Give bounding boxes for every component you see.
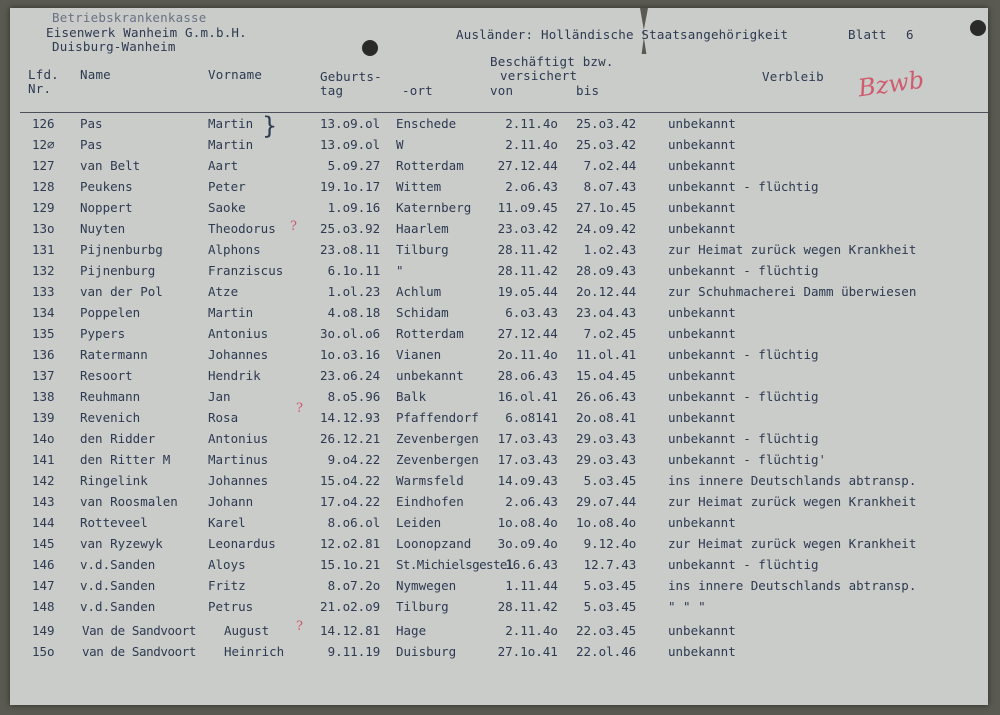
cell-from: 28.11.42 <box>497 263 558 278</box>
cell-birth: 4.o8.18 <box>327 305 381 320</box>
cell-remain: unbekannt <box>668 305 736 320</box>
cell-birth: 9.o4.22 <box>327 452 381 467</box>
cell-birth: 8.o5.96 <box>327 389 381 404</box>
cell-remain: unbekannt - flüchtig <box>668 263 819 278</box>
cell-birth: 12.o2.81 <box>320 536 381 551</box>
cell-to: 22.o3.45 <box>576 623 637 638</box>
table-row <box>10 242 988 263</box>
cell-to: 23.o4.43 <box>576 305 637 320</box>
cell-nr: 134 <box>32 305 55 320</box>
cell-from: 17.o3.43 <box>497 431 558 446</box>
table-row <box>10 326 988 347</box>
cell-nr: 128 <box>32 179 55 194</box>
cell-place: Zevenbergen <box>396 452 479 467</box>
cell-nr: 14o <box>32 431 55 446</box>
table-row <box>10 137 988 158</box>
cell-name: Revenich <box>80 410 141 425</box>
handwritten-signature: Bzwb <box>856 65 926 103</box>
cell-first: Jan <box>208 389 231 404</box>
cell-remain: unbekannt <box>668 326 736 341</box>
cell-place: Eindhofen <box>396 494 464 509</box>
cell-from: 28.o6.43 <box>497 368 558 383</box>
cell-nr: 143 <box>32 494 55 509</box>
col-from-header: von <box>490 83 514 98</box>
cell-to: 9.12.4o <box>583 536 637 551</box>
cell-nr: 13o <box>32 221 55 236</box>
cell-first: Petrus <box>208 599 254 614</box>
cell-from: 2.11.4o <box>505 623 558 638</box>
cell-to: 8.o7.43 <box>583 179 637 194</box>
cell-from: 11.o9.45 <box>497 200 558 215</box>
cell-birth: 25.o3.92 <box>320 221 381 236</box>
cell-remain: unbekannt - flüchtig <box>668 431 819 446</box>
col-employed-header: Beschäftigt bzw. <box>490 54 614 69</box>
cell-nr: 138 <box>32 389 55 404</box>
cell-place: Enschede <box>396 116 457 131</box>
cell-nr: 15o <box>32 644 55 659</box>
category-title: Ausländer: Holländische Staatsangehörigkeit <box>456 27 789 42</box>
cell-place: Hage <box>396 623 427 638</box>
cell-nr: 148 <box>32 599 55 614</box>
cell-place: Zevenbergen <box>396 431 479 446</box>
cell-place: Rotterdam <box>396 158 464 173</box>
cell-place: St.Michielsgestel <box>396 557 514 572</box>
cell-nr: 131 <box>32 242 55 257</box>
query-mark: ? <box>296 401 303 416</box>
cell-birth: 1.o9.16 <box>327 200 381 215</box>
cell-remain: unbekannt <box>668 158 736 173</box>
cell-name: Reuhmann <box>80 389 141 404</box>
cell-name: Noppert <box>80 200 133 215</box>
cell-nr: 141 <box>32 452 55 467</box>
document-page <box>10 8 988 705</box>
cell-remain: zur Heimat zurück wegen Krankheit <box>668 242 917 257</box>
cell-birth: 23.o8.11 <box>320 242 381 257</box>
cell-from: 14.o9.43 <box>497 473 558 488</box>
cell-from: 6.o3.43 <box>505 305 558 320</box>
cell-birth: 14.12.93 <box>320 410 381 425</box>
cell-remain: unbekannt - flüchtig <box>668 389 819 404</box>
cell-to: 5.o3.45 <box>583 578 637 593</box>
cell-birth: 23.o6.24 <box>320 368 381 383</box>
cell-to: 2o.12.44 <box>576 284 637 299</box>
cell-from: 27.12.44 <box>497 158 558 173</box>
cell-nr: 145 <box>32 536 55 551</box>
table-row <box>10 557 988 578</box>
cell-name: Van de Sandvoort <box>82 623 197 638</box>
cell-from: 27.1o.41 <box>497 644 558 659</box>
cell-to: 12.7.43 <box>583 557 637 572</box>
col-name-header: Name <box>80 67 111 82</box>
cell-from: 1o.o8.4o <box>497 515 558 530</box>
cell-name: Rotteveel <box>80 515 148 530</box>
col-remain-header: Verbleib <box>762 69 824 84</box>
cell-to: 29.o7.44 <box>576 494 637 509</box>
cell-first: Johann <box>208 494 254 509</box>
cell-to: 26.o6.43 <box>576 389 637 404</box>
cell-remain: unbekannt - flüchtig' <box>668 452 827 467</box>
cell-first: Rosa <box>208 410 239 425</box>
table-row <box>10 179 988 200</box>
cell-to: 22.ol.46 <box>576 644 637 659</box>
col-place-header: -ort <box>402 83 433 98</box>
col-to-header: bis <box>576 83 600 98</box>
cell-name: Ratermann <box>80 347 148 362</box>
table-row <box>10 536 988 557</box>
cell-first: Aart <box>208 158 239 173</box>
cell-place: Nymwegen <box>396 578 457 593</box>
cell-to: 2o.o8.41 <box>576 410 637 425</box>
cell-to: 28.o9.43 <box>576 263 637 278</box>
cell-from: 28.11.42 <box>497 242 558 257</box>
cell-birth: 9.11.19 <box>327 644 381 659</box>
cell-remain: unbekannt <box>668 137 736 152</box>
cell-from: 6.o8141 <box>505 410 558 425</box>
cell-to: 15.o4.45 <box>576 368 637 383</box>
cell-place: Leiden <box>396 515 442 530</box>
cell-place: Katernberg <box>396 200 472 215</box>
cell-from: 2.o6.43 <box>505 494 558 509</box>
cell-first: Heinrich <box>224 644 285 659</box>
cell-birth: 3o.ol.o6 <box>320 326 381 341</box>
cell-to: 5.o3.45 <box>583 599 637 614</box>
cell-nr: 137 <box>32 368 55 383</box>
punch-hole <box>970 20 986 36</box>
cell-name: Resoort <box>80 368 133 383</box>
cell-nr: 12∅ <box>32 137 55 152</box>
col-nr-header-2: Nr. <box>28 81 52 96</box>
cell-birth: 13.o9.ol <box>320 116 381 131</box>
cell-remain: unbekannt <box>668 644 736 659</box>
cell-first: Antonius <box>208 431 269 446</box>
cell-name: Ringelink <box>80 473 148 488</box>
cell-from: 16.6.43 <box>505 557 558 572</box>
cell-nr: 147 <box>32 578 55 593</box>
cell-nr: 129 <box>32 200 55 215</box>
cell-first: Saoke <box>208 200 246 215</box>
cell-from: 2o.11.4o <box>497 347 558 362</box>
cell-first: Martin <box>208 305 254 320</box>
cell-place: Schidam <box>396 305 449 320</box>
cell-birth: 8.o7.2o <box>327 578 381 593</box>
table-row <box>10 347 988 368</box>
table-row <box>10 284 988 305</box>
table-row <box>10 221 988 242</box>
table-row <box>10 389 988 410</box>
cell-nr: 142 <box>32 473 55 488</box>
cell-name: v.d.Sanden <box>80 599 156 614</box>
cell-place: Loonopzand <box>396 536 472 551</box>
cell-name: van de Sandvoort <box>82 644 197 659</box>
cell-birth: 13.o9.ol <box>320 137 381 152</box>
cell-nr: 135 <box>32 326 55 341</box>
cell-to: 25.o3.42 <box>576 137 637 152</box>
cell-birth: 1.ol.23 <box>327 284 381 299</box>
cell-name: van Belt <box>80 158 141 173</box>
cell-first: Aloys <box>208 557 246 572</box>
table-row <box>10 116 988 137</box>
cell-to: 25.o3.42 <box>576 116 637 131</box>
cell-place: Pfaffendorf <box>396 410 479 425</box>
cell-nr: 144 <box>32 515 55 530</box>
cell-nr: 139 <box>32 410 55 425</box>
cell-remain: ins innere Deutschlands abtransp. <box>668 578 917 593</box>
cell-to: 5.o3.45 <box>583 473 637 488</box>
cell-place: " <box>396 263 404 278</box>
cell-from: 23.o3.42 <box>497 221 558 236</box>
cell-place: W <box>396 137 404 152</box>
col-birth-header-2: tag <box>320 83 344 98</box>
table-row <box>10 452 988 473</box>
cell-birth: 26.12.21 <box>320 431 381 446</box>
cell-name: den Ridder <box>80 431 156 446</box>
table-row <box>10 263 988 284</box>
cell-nr: 127 <box>32 158 55 173</box>
col-employed-header-2: versichert <box>500 68 578 83</box>
table-row <box>10 158 988 179</box>
company-line-3: Duisburg-Wanheim <box>52 39 176 54</box>
table-row <box>10 599 988 620</box>
brace-mark: } <box>262 112 278 140</box>
table-row <box>10 473 988 494</box>
cell-remain: zur Schuhmacherei Damm überwiesen <box>668 284 917 299</box>
punch-hole <box>362 40 378 56</box>
cell-place: Haarlem <box>396 221 449 236</box>
col-first-header: Vorname <box>208 67 263 82</box>
cell-place: unbekannt <box>396 368 464 383</box>
cell-name: Pas <box>80 137 103 152</box>
cell-first: Fritz <box>208 578 246 593</box>
cell-place: Rotterdam <box>396 326 464 341</box>
cell-name: v.d.Sanden <box>80 578 156 593</box>
cell-to: 7.o2.44 <box>583 158 637 173</box>
cell-to: 29.o3.43 <box>576 431 637 446</box>
cell-remain: unbekannt - flüchtig <box>668 347 819 362</box>
cell-first: Antonius <box>208 326 269 341</box>
cell-name: van Ryzewyk <box>80 536 163 551</box>
cell-first: Johannes <box>208 347 269 362</box>
cell-name: v.d.Sanden <box>80 557 156 572</box>
header-rule <box>20 112 988 113</box>
cell-from: 2.11.4o <box>505 137 558 152</box>
cell-to: 1.o2.43 <box>583 242 637 257</box>
cell-remain: unbekannt <box>668 515 736 530</box>
cell-birth: 14.12.81 <box>320 623 381 638</box>
cell-first: Martinus <box>208 452 269 467</box>
cell-remain: unbekannt <box>668 116 736 131</box>
table-row <box>10 578 988 599</box>
cell-to: 7.o2.45 <box>583 326 637 341</box>
cell-name: Pypers <box>80 326 126 341</box>
company-line-1: Betriebskrankenkasse <box>52 10 207 25</box>
cell-place: Tilburg <box>396 242 449 257</box>
cell-remain: " " " <box>668 599 706 614</box>
cell-first: Peter <box>208 179 246 194</box>
cell-place: Achlum <box>396 284 442 299</box>
cell-remain: unbekannt - flüchtig <box>668 557 819 572</box>
company-line-2: Eisenwerk Wanheim G.m.b.H. <box>46 25 247 40</box>
cell-name: Poppelen <box>80 305 141 320</box>
cell-remain: zur Heimat zurück wegen Krankheit <box>668 536 917 551</box>
cell-from: 1.11.44 <box>505 578 558 593</box>
table-row <box>10 515 988 536</box>
table-row <box>10 410 988 431</box>
cell-first: August <box>224 623 270 638</box>
cell-remain: unbekannt <box>668 410 736 425</box>
cell-place: Duisburg <box>396 644 457 659</box>
cell-place: Vianen <box>396 347 442 362</box>
cell-place: Tilburg <box>396 599 449 614</box>
cell-to: 29.o3.43 <box>576 452 637 467</box>
cell-to: 1o.o8.4o <box>576 515 637 530</box>
cell-to: 11.ol.41 <box>576 347 637 362</box>
cell-place: Balk <box>396 389 427 404</box>
table-row <box>10 431 988 452</box>
cell-from: 2.11.4o <box>505 116 558 131</box>
cell-nr: 136 <box>32 347 55 362</box>
cell-birth: 8.o6.ol <box>327 515 381 530</box>
cell-from: 16.ol.41 <box>497 389 558 404</box>
cell-name: Pijnenburbg <box>80 242 163 257</box>
table-row <box>10 305 988 326</box>
cell-nr: 146 <box>32 557 55 572</box>
cell-birth: 1o.o3.16 <box>320 347 381 362</box>
cell-remain: ins innere Deutschlands abtransp. <box>668 473 917 488</box>
table-row <box>10 368 988 389</box>
cell-from: 3o.o9.4o <box>497 536 558 551</box>
cell-first: Martin <box>208 137 254 152</box>
col-nr-header: Lfd. <box>28 67 59 82</box>
cell-from: 27.12.44 <box>497 326 558 341</box>
cell-first: Alphons <box>208 242 261 257</box>
cell-birth: 19.1o.17 <box>320 179 381 194</box>
cell-nr: 133 <box>32 284 55 299</box>
cell-nr: 132 <box>32 263 55 278</box>
sheet-number: 6 <box>906 27 914 42</box>
cell-to: 27.1o.45 <box>576 200 637 215</box>
cell-first: Martin <box>208 116 254 131</box>
cell-remain: zur Heimat zurück wegen Krankheit <box>668 494 917 509</box>
cell-from: 19.o5.44 <box>497 284 558 299</box>
cell-birth: 21.o2.o9 <box>320 599 381 614</box>
cell-remain: unbekannt <box>668 200 736 215</box>
cell-place: Wittem <box>396 179 442 194</box>
cell-first: Johannes <box>208 473 269 488</box>
table-row <box>10 494 988 515</box>
query-mark: ? <box>296 619 303 634</box>
cell-first: Karel <box>208 515 246 530</box>
cell-remain: unbekannt - flüchtig <box>668 179 819 194</box>
cell-name: Pas <box>80 116 103 131</box>
table-row <box>10 623 988 644</box>
cell-place: Warmsfeld <box>396 473 464 488</box>
cell-first: Leonardus <box>208 536 276 551</box>
cell-name: den Ritter M <box>80 452 171 467</box>
cell-remain: unbekannt <box>668 221 736 236</box>
cell-first: Theodorus <box>208 221 276 236</box>
cell-from: 28.11.42 <box>497 599 558 614</box>
cell-birth: 5.o9.27 <box>327 158 381 173</box>
cell-first: Atze <box>208 284 239 299</box>
cell-from: 2.o6.43 <box>505 179 558 194</box>
cell-name: van Roosmalen <box>80 494 178 509</box>
sheet-label: Blatt <box>848 27 887 42</box>
cell-from: 17.o3.43 <box>497 452 558 467</box>
cell-birth: 17.o4.22 <box>320 494 381 509</box>
query-mark: ? <box>290 219 297 234</box>
cell-name: Peukens <box>80 179 133 194</box>
col-birth-header: Geburts- <box>320 69 382 84</box>
cell-remain: unbekannt <box>668 368 736 383</box>
cell-nr: 126 <box>32 116 55 131</box>
table-row <box>10 644 988 665</box>
cell-birth: 15.1o.21 <box>320 557 381 572</box>
cell-to: 24.o9.42 <box>576 221 637 236</box>
cell-first: Hendrik <box>208 368 261 383</box>
table-row <box>10 200 988 221</box>
cell-nr: 149 <box>32 623 55 638</box>
cell-name: Nuyten <box>80 221 126 236</box>
cell-remain: unbekannt <box>668 623 736 638</box>
cell-birth: 15.o4.22 <box>320 473 381 488</box>
cell-name: Pijnenburg <box>80 263 156 278</box>
cell-first: Franziscus <box>208 263 284 278</box>
cell-birth: 6.1o.11 <box>327 263 381 278</box>
cell-name: van der Pol <box>80 284 163 299</box>
